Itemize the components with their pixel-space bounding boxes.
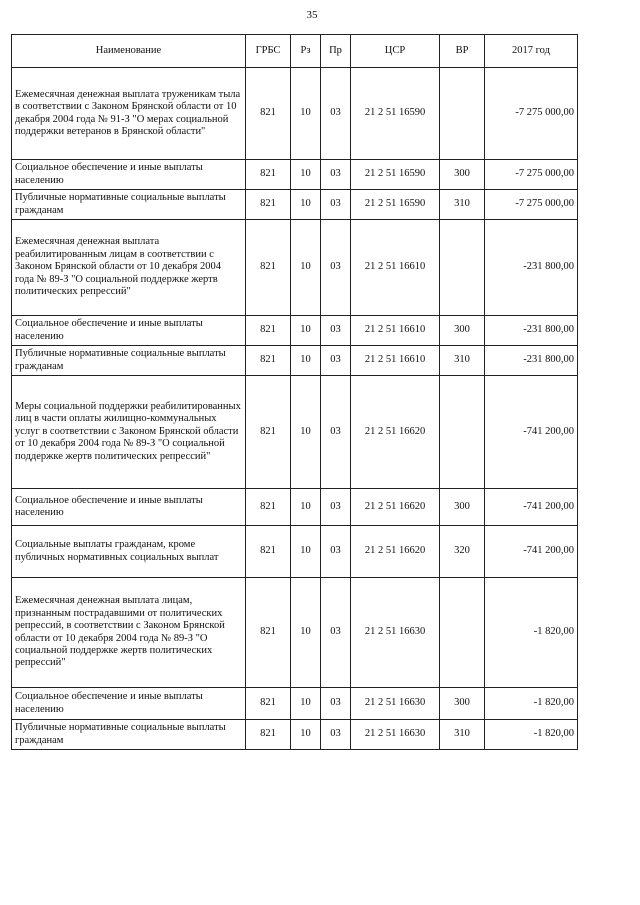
cell-csr: 21 2 51 16590 (351, 68, 440, 160)
cell-grbs: 821 (246, 489, 291, 526)
cell-amount: -7 275 000,00 (485, 160, 578, 190)
cell-vr (440, 220, 485, 316)
cell-csr: 21 2 51 16590 (351, 160, 440, 190)
cell-grbs: 821 (246, 376, 291, 489)
cell-amount: -231 800,00 (485, 346, 578, 376)
cell-rz: 10 (291, 220, 321, 316)
cell-vr (440, 376, 485, 489)
cell-name: Социальные выплаты гражданам, кроме публичных нормативных социальных выплат (12, 526, 246, 578)
table-row (12, 160, 578, 190)
cell-amount: -741 200,00 (485, 489, 578, 526)
cell-vr (440, 578, 485, 688)
table-row (12, 526, 578, 578)
cell-csr: 21 2 51 16610 (351, 316, 440, 346)
cell-rz: 10 (291, 160, 321, 190)
cell-csr: 21 2 51 16620 (351, 526, 440, 578)
cell-pr: 03 (321, 316, 351, 346)
table-row (12, 190, 578, 220)
cell-csr: 21 2 51 16620 (351, 376, 440, 489)
table-row (12, 220, 578, 316)
cell-name: Публичные нормативные социальные выплаты гражданам (12, 190, 246, 220)
cell-amount: -1 820,00 (485, 720, 578, 750)
cell-amount: -1 820,00 (485, 578, 578, 688)
cell-grbs: 821 (246, 526, 291, 578)
cell-rz: 10 (291, 489, 321, 526)
cell-rz: 10 (291, 688, 321, 720)
cell-name: Социальное обеспечение и иные выплаты населению (12, 688, 246, 720)
cell-amount: -741 200,00 (485, 376, 578, 489)
cell-rz: 10 (291, 190, 321, 220)
cell-name: Ежемесячная денежная выплата реабилитированным лицам в соответствии с Законом Брянской области от 10 декабря 2004 года № 89-З "О социальной поддержке жертв политических репрессий" (12, 220, 246, 316)
cell-amount: -741 200,00 (485, 526, 578, 578)
cell-vr: 310 (440, 190, 485, 220)
page-number: 35 (306, 9, 318, 21)
cell-pr: 03 (321, 526, 351, 578)
cell-vr: 320 (440, 526, 485, 578)
table-row (12, 376, 578, 489)
cell-pr: 03 (321, 68, 351, 160)
cell-vr: 300 (440, 160, 485, 190)
cell-amount: -231 800,00 (485, 316, 578, 346)
cell-rz: 10 (291, 526, 321, 578)
table-header-row (12, 35, 578, 68)
cell-name: Публичные нормативные социальные выплаты гражданам (12, 720, 246, 750)
cell-grbs: 821 (246, 160, 291, 190)
cell-rz: 10 (291, 68, 321, 160)
cell-grbs: 821 (246, 720, 291, 750)
cell-pr: 03 (321, 489, 351, 526)
cell-pr: 03 (321, 376, 351, 489)
cell-amount: -231 800,00 (485, 220, 578, 316)
table-row (12, 688, 578, 720)
cell-csr: 21 2 51 16590 (351, 190, 440, 220)
cell-grbs: 821 (246, 316, 291, 346)
cell-amount: -1 820,00 (485, 688, 578, 720)
table-row (12, 68, 578, 160)
budget-table (11, 34, 578, 750)
header-name: Наименование (12, 35, 246, 68)
table-row (12, 578, 578, 688)
cell-pr: 03 (321, 578, 351, 688)
cell-pr: 03 (321, 346, 351, 376)
cell-name: Ежемесячная денежная выплата труженикам тыла в соответствии с Законом Брянской области от 10 декабря 2004 года № 91-З "О мерах социальной поддержки ветеранов в Брянской области" (12, 68, 246, 160)
cell-rz: 10 (291, 578, 321, 688)
cell-name: Меры социальной поддержки реабилитированных лиц в части оплаты жилищно-коммунальных услуг в соответствии с Законом Брянской области от 10 декабря 2004 года № 89-З "О социальной поддержке жертв политических репрессий" (12, 376, 246, 489)
header-year: 2017 год (485, 35, 578, 68)
cell-vr: 300 (440, 316, 485, 346)
header-grbs: ГРБС (246, 35, 291, 68)
cell-grbs: 821 (246, 578, 291, 688)
cell-rz: 10 (291, 720, 321, 750)
cell-pr: 03 (321, 190, 351, 220)
cell-vr: 310 (440, 346, 485, 376)
cell-pr: 03 (321, 720, 351, 750)
table-row (12, 316, 578, 346)
cell-csr: 21 2 51 16630 (351, 720, 440, 750)
cell-vr: 300 (440, 489, 485, 526)
cell-csr: 21 2 51 16630 (351, 578, 440, 688)
cell-rz: 10 (291, 346, 321, 376)
cell-pr: 03 (321, 220, 351, 316)
cell-amount: -7 275 000,00 (485, 68, 578, 160)
cell-vr: 300 (440, 688, 485, 720)
table-row (12, 720, 578, 750)
cell-pr: 03 (321, 160, 351, 190)
cell-csr: 21 2 51 16630 (351, 688, 440, 720)
cell-rz: 10 (291, 316, 321, 346)
cell-vr: 310 (440, 720, 485, 750)
cell-grbs: 821 (246, 220, 291, 316)
header-pr: Пр (321, 35, 351, 68)
cell-name: Ежемесячная денежная выплата лицам, признанным пострадавшими от политических репрессий, в соответствии с Законом Брянской области от 10 декабря 2004 года № 89-З "О социальной поддержке жертв политических репрессий" (12, 578, 246, 688)
table-row (12, 346, 578, 376)
cell-amount: -7 275 000,00 (485, 190, 578, 220)
cell-grbs: 821 (246, 68, 291, 160)
cell-name: Социальное обеспечение и иные выплаты населению (12, 316, 246, 346)
cell-csr: 21 2 51 16610 (351, 346, 440, 376)
table-row (12, 489, 578, 526)
cell-grbs: 821 (246, 190, 291, 220)
header-csr: ЦСР (351, 35, 440, 68)
cell-csr: 21 2 51 16620 (351, 489, 440, 526)
cell-grbs: 821 (246, 688, 291, 720)
cell-vr (440, 68, 485, 160)
cell-pr: 03 (321, 688, 351, 720)
cell-name: Публичные нормативные социальные выплаты гражданам (12, 346, 246, 376)
cell-name: Социальное обеспечение и иные выплаты населению (12, 160, 246, 190)
header-rz: Рз (291, 35, 321, 68)
cell-name: Социальное обеспечение и иные выплаты населению (12, 489, 246, 526)
cell-grbs: 821 (246, 346, 291, 376)
header-vr: ВР (440, 35, 485, 68)
cell-rz: 10 (291, 376, 321, 489)
cell-csr: 21 2 51 16610 (351, 220, 440, 316)
